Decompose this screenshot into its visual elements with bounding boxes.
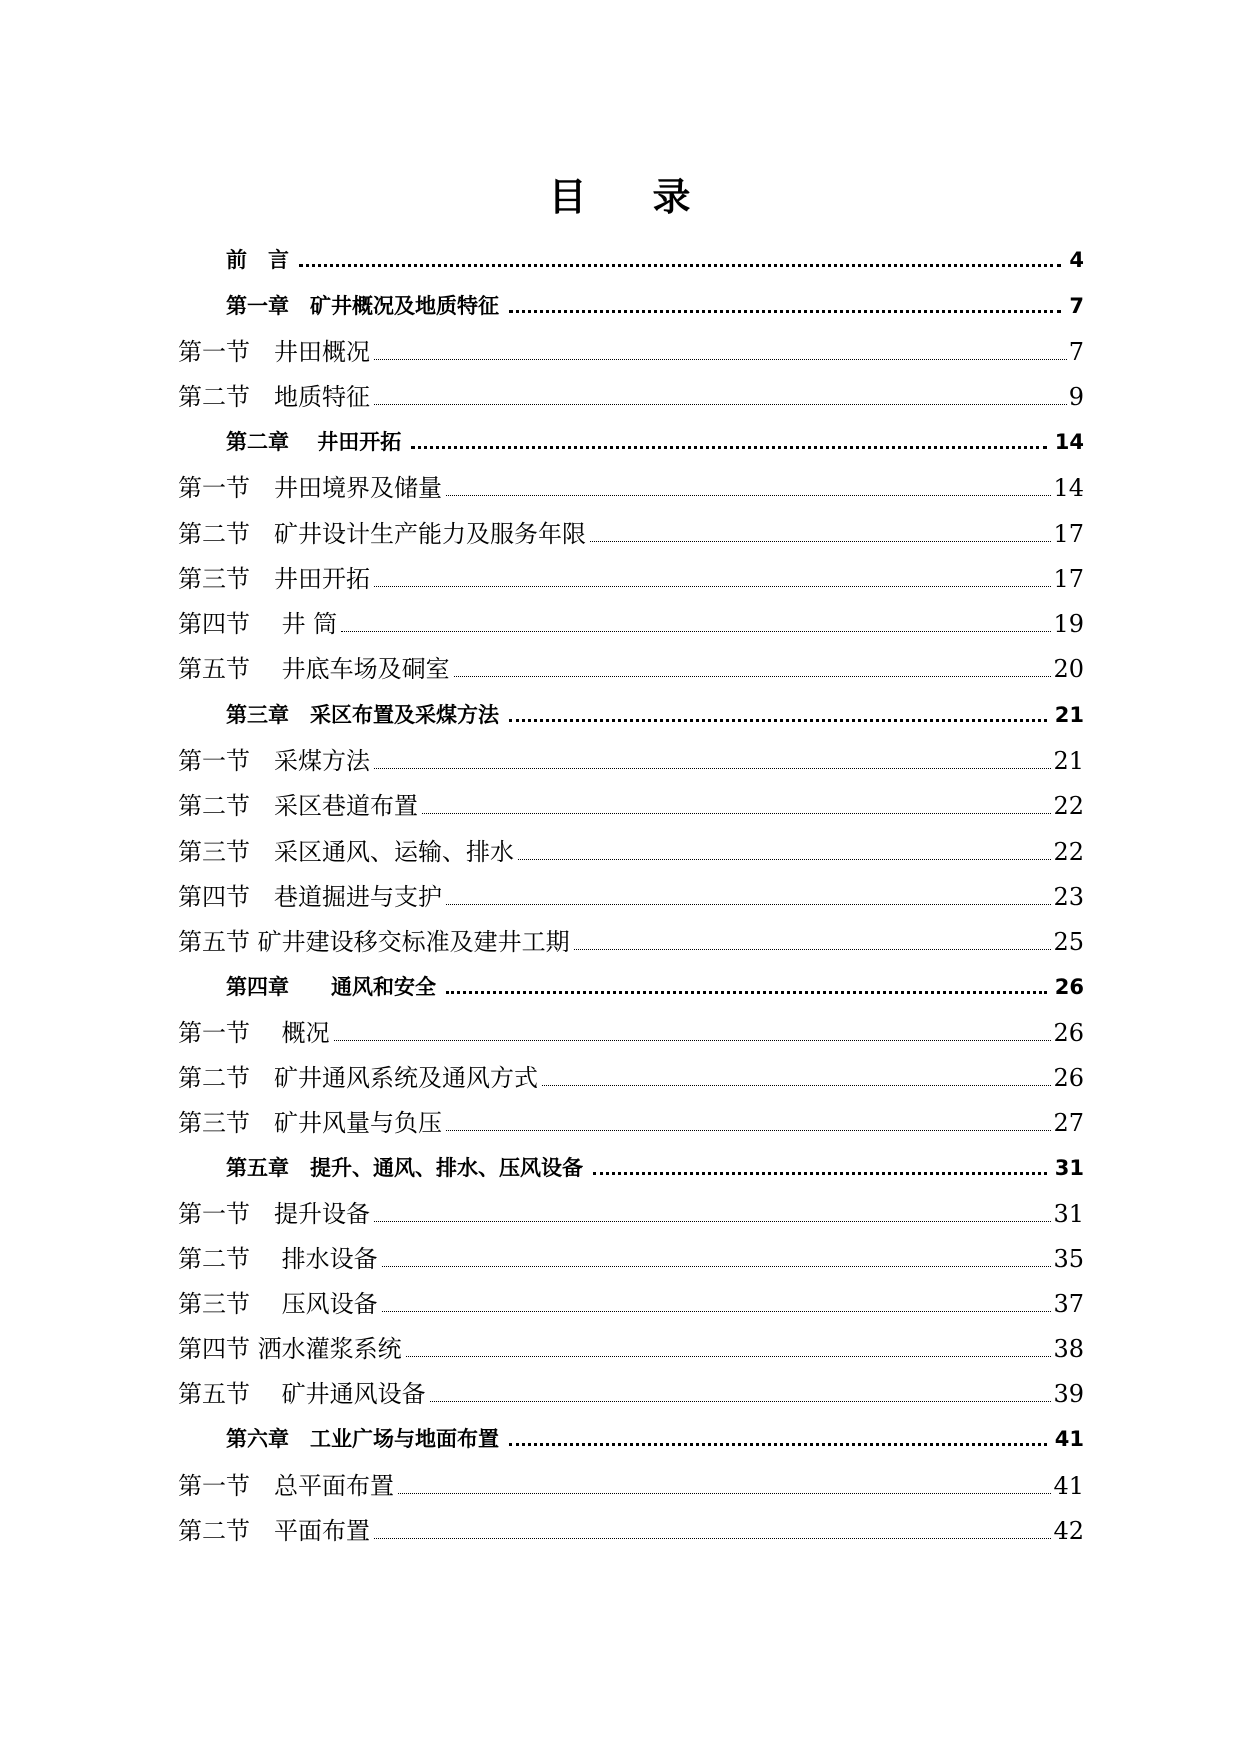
toc-page-number: 25 xyxy=(1053,928,1084,956)
dot-leader xyxy=(518,858,1051,860)
toc-entry-title: 第三章 采区布置及采煤方法 xyxy=(226,703,499,727)
toc-entry-title: 第三节 井田开拓 xyxy=(178,565,370,593)
title-char-1: 目 xyxy=(548,174,589,219)
toc-section-entry[interactable] xyxy=(178,1511,1084,1546)
toc-chapter-entry[interactable] xyxy=(226,290,1084,320)
toc-entry-title: 第一节 总平面布置 xyxy=(178,1472,394,1500)
dot-leader xyxy=(454,675,1052,677)
toc-chapter-entry[interactable] xyxy=(226,699,1084,729)
toc-entry-title: 第二节 排水设备 xyxy=(178,1245,378,1273)
toc-entry-title: 第二节 采区巷道布置 xyxy=(178,792,418,820)
toc-page-number: 35 xyxy=(1053,1245,1084,1273)
dot-leader xyxy=(382,1310,1052,1312)
toc-section-entry[interactable] xyxy=(178,877,1084,912)
toc-chapter-entry[interactable] xyxy=(226,1423,1084,1453)
toc-page-number: 41 xyxy=(1054,1427,1084,1451)
toc-entry-title: 第三节 采区通风、运输、排水 xyxy=(178,838,514,866)
toc-page-number: 21 xyxy=(1054,703,1084,727)
toc-section-entry[interactable] xyxy=(178,786,1084,821)
toc-page-number: 42 xyxy=(1053,1517,1084,1545)
toc-section-entry[interactable] xyxy=(178,1329,1084,1364)
toc-page-number: 21 xyxy=(1053,747,1084,775)
toc-page-number: 31 xyxy=(1054,1156,1084,1180)
dot-leader xyxy=(509,1442,1047,1446)
toc-section-entry[interactable] xyxy=(178,377,1084,412)
toc-section-entry[interactable] xyxy=(178,922,1084,957)
toc-entry-title: 第一节 井田境界及储量 xyxy=(178,474,442,502)
toc-section-entry[interactable] xyxy=(178,832,1084,867)
dot-leader xyxy=(422,812,1051,814)
title-char-2: 录 xyxy=(652,174,693,219)
dot-leader xyxy=(374,1220,1051,1222)
toc-entry-title: 第一节 采煤方法 xyxy=(178,747,370,775)
dot-leader xyxy=(430,1400,1052,1402)
toc-section-entry[interactable] xyxy=(178,1103,1084,1138)
dot-leader xyxy=(341,630,1051,632)
toc-section-entry[interactable] xyxy=(178,1058,1084,1093)
toc-entry-title: 第二节 平面布置 xyxy=(178,1517,370,1545)
toc-page-number: 26 xyxy=(1054,975,1084,999)
toc-entry-title: 第二节 地质特征 xyxy=(178,383,370,411)
toc-page-number: 39 xyxy=(1053,1380,1084,1408)
dot-leader xyxy=(374,403,1067,405)
toc-section-entry[interactable] xyxy=(178,741,1084,776)
dot-leader xyxy=(398,1492,1051,1494)
toc-page-number: 14 xyxy=(1053,474,1084,502)
dot-leader xyxy=(374,358,1067,360)
toc-page-number: 14 xyxy=(1054,430,1084,454)
toc-entry-title: 第四节 井 筒 xyxy=(178,610,338,638)
toc-entry-title: 第四节 洒水灌浆系统 xyxy=(178,1335,402,1363)
dot-leader xyxy=(446,1129,1051,1131)
toc-entry-title: 第五节 矿井通风设备 xyxy=(178,1380,426,1408)
toc-page-number: 7 xyxy=(1068,338,1084,366)
toc-entry-title: 前 言 xyxy=(226,248,289,272)
toc-chapter-entry[interactable] xyxy=(226,426,1084,456)
toc-page-number: 27 xyxy=(1053,1109,1084,1137)
dot-leader xyxy=(406,1355,1052,1357)
toc-entry-title: 第五章 提升、通风、排水、压风设备 xyxy=(226,1156,583,1180)
toc-page-number: 26 xyxy=(1053,1019,1084,1047)
page-title xyxy=(0,172,1241,222)
toc-page-number: 9 xyxy=(1068,383,1084,411)
toc-entry-title: 第三节 压风设备 xyxy=(178,1290,378,1318)
dot-leader xyxy=(374,767,1051,769)
toc-section-entry[interactable] xyxy=(178,604,1084,639)
toc-chapter-entry[interactable] xyxy=(226,971,1084,1001)
dot-leader xyxy=(299,263,1061,267)
toc-page-number: 37 xyxy=(1053,1290,1084,1318)
toc-section-entry[interactable] xyxy=(178,514,1084,549)
toc-section-entry[interactable] xyxy=(178,1284,1084,1319)
toc-page-number: 26 xyxy=(1053,1064,1084,1092)
toc-entry-title: 第一章 矿井概况及地质特征 xyxy=(226,294,499,318)
toc-entry-title: 第三节 矿井风量与负压 xyxy=(178,1109,442,1137)
dot-leader xyxy=(446,903,1051,905)
toc-entry-title: 第五节 矿井建设移交标准及建井工期 xyxy=(178,928,570,956)
toc-section-entry[interactable] xyxy=(178,559,1084,594)
toc-page-number: 17 xyxy=(1053,520,1084,548)
toc-entry-title: 第五节 井底车场及硐室 xyxy=(178,655,450,683)
dot-leader xyxy=(509,309,1061,313)
dot-leader xyxy=(590,540,1051,542)
toc-entry-title: 第二节 矿井通风系统及通风方式 xyxy=(178,1064,538,1092)
toc-page-number: 17 xyxy=(1053,565,1084,593)
toc-chapter-entry[interactable] xyxy=(226,1152,1084,1182)
toc-section-entry[interactable] xyxy=(178,1013,1084,1048)
toc-entry-title: 第四章 通风和安全 xyxy=(226,975,436,999)
toc-page-number: 31 xyxy=(1053,1200,1084,1228)
toc-section-entry[interactable] xyxy=(178,1194,1084,1229)
toc-page-number: 4 xyxy=(1069,248,1084,272)
toc-entry-title: 第二章 井田开拓 xyxy=(226,430,402,454)
toc-chapter-entry[interactable] xyxy=(226,244,1084,274)
toc-page-number: 41 xyxy=(1053,1472,1084,1500)
dot-leader xyxy=(374,585,1051,587)
dot-leader xyxy=(411,445,1046,449)
toc-entry-title: 第二节 矿井设计生产能力及服务年限 xyxy=(178,520,586,548)
toc-page-number: 20 xyxy=(1053,655,1084,683)
toc-section-entry[interactable] xyxy=(178,1374,1084,1409)
dot-leader xyxy=(446,494,1051,496)
toc-entry-title: 第一节 概况 xyxy=(178,1019,330,1047)
dot-leader xyxy=(446,990,1047,994)
toc-page-number: 38 xyxy=(1053,1335,1084,1363)
dot-leader xyxy=(509,718,1047,722)
toc-page-number: 7 xyxy=(1069,294,1084,318)
toc-section-entry[interactable] xyxy=(178,649,1084,684)
dot-leader xyxy=(574,948,1052,950)
toc-section-entry[interactable] xyxy=(178,1466,1084,1501)
toc-page-number: 23 xyxy=(1053,883,1084,911)
toc-entry-title: 第四节 巷道掘进与支护 xyxy=(178,883,442,911)
dot-leader xyxy=(382,1265,1052,1267)
toc-entry-title: 第一节 提升设备 xyxy=(178,1200,370,1228)
dot-leader xyxy=(374,1537,1051,1539)
dot-leader xyxy=(593,1171,1047,1175)
toc-section-entry[interactable] xyxy=(178,1239,1084,1274)
toc-page-number: 19 xyxy=(1053,610,1084,638)
toc-entry-title: 第六章 工业广场与地面布置 xyxy=(226,1427,499,1451)
toc-page-number: 22 xyxy=(1053,838,1084,866)
toc-section-entry[interactable] xyxy=(178,468,1084,503)
toc-section-entry[interactable] xyxy=(178,332,1084,367)
toc-page-number: 22 xyxy=(1053,792,1084,820)
toc-entry-title: 第一节 井田概况 xyxy=(178,338,370,366)
dot-leader xyxy=(542,1084,1051,1086)
dot-leader xyxy=(334,1039,1052,1041)
